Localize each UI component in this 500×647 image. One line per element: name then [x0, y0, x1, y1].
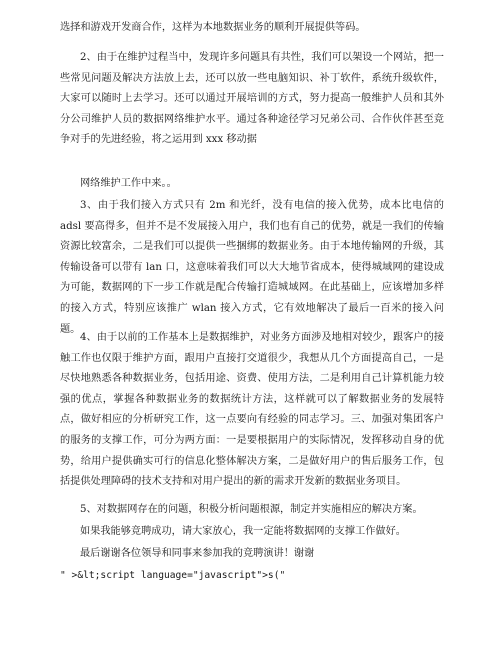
paragraph-intro-tail: 选择和游戏开发商合作，这样为本地数据业务的顺利开展提供等码。 — [60, 22, 366, 33]
paragraph-point-5: 5、对数据网存在的问题，积极分析问题根源，制定并实施相应的解决方案。 — [80, 504, 423, 515]
paragraph-point-2: 2、由于在维护过程当中，发现许多问题具有共性，我们可以架设一个网站，把一些常见问题及解决方法放上去，还可以放一些电脑知识、补丁软件，系统升级软件，大家可以随时上去学习。还可以通过开展培训的方式，努力提高一般维护人员和其外分公司维护人员的数据网络维护水平。通过各种途径学习兄弟公司、合作伙伴甚至竞争对手的先进经验，将之运用到 xxx 移动据 — [60, 52, 444, 146]
paragraph-closing-pledge: 如果我能够竞聘成功，请大家放心，我一定能将数据网的支撑工作做好。 — [80, 526, 406, 537]
paragraph-thanks: 最后谢谢各位领导和同事来参加我的竞聘演讲！谢谢 — [80, 548, 315, 559]
script-code-fragment: " >&lt;script language="javascript">s(" — [60, 570, 286, 581]
paragraph-point-2-continued: 网络维护工作中来。。 — [80, 178, 177, 189]
paragraph-point-3: 3、由于我们接入方式只有 2m 和光纤，没有电信的接入优势，成本比电信的adsl 要高得多，但并不是不发展接入用户，我们也有自己的优势，就是一我们的传输资源比较富余，二是我们可以提供一些捆绑的数据业务。由于本地传输网的升级，其传输设备可以带有 lan 口，这意味着我们可以大大地节省成本，使得城域网的建设成为可能，数据网的下一步工作就是配合传输打造城域网。在此基础上，应该增加多样的接入方式，特别应该推广 wlan 接入方式，它有效地解决了最后一百米的接入问题。 — [60, 200, 444, 335]
paragraph-point-4: 4、由于以前的工作基本上是数据维护，对业务方面涉及地相对较少，跟客户的接触工作也仅限于维护方面，跟用户直接打交道很少，我想从几个方面提高自己，一是尽快地熟悉各种数据业务，包括用途、资费、使用方法，二是利用自己计算机能力较强的优点，掌握各种数据业务的数据统计方法，这样就可以了解数据业务的发展特点，做好相应的分析研究工作，这一点要向有经验的同志学习。三、加强对集团客户的服务的支撑工作，可分为两方面：一是要根据用户的实际情况，发挥移动自身的优势，给用户提供确实可行的信息化整体解决方案，二是做好用户的售后服务工作，包括提供处理障碍的技术支持和对用户提出的新的需求开发新的数据业务项目。 — [60, 332, 444, 488]
